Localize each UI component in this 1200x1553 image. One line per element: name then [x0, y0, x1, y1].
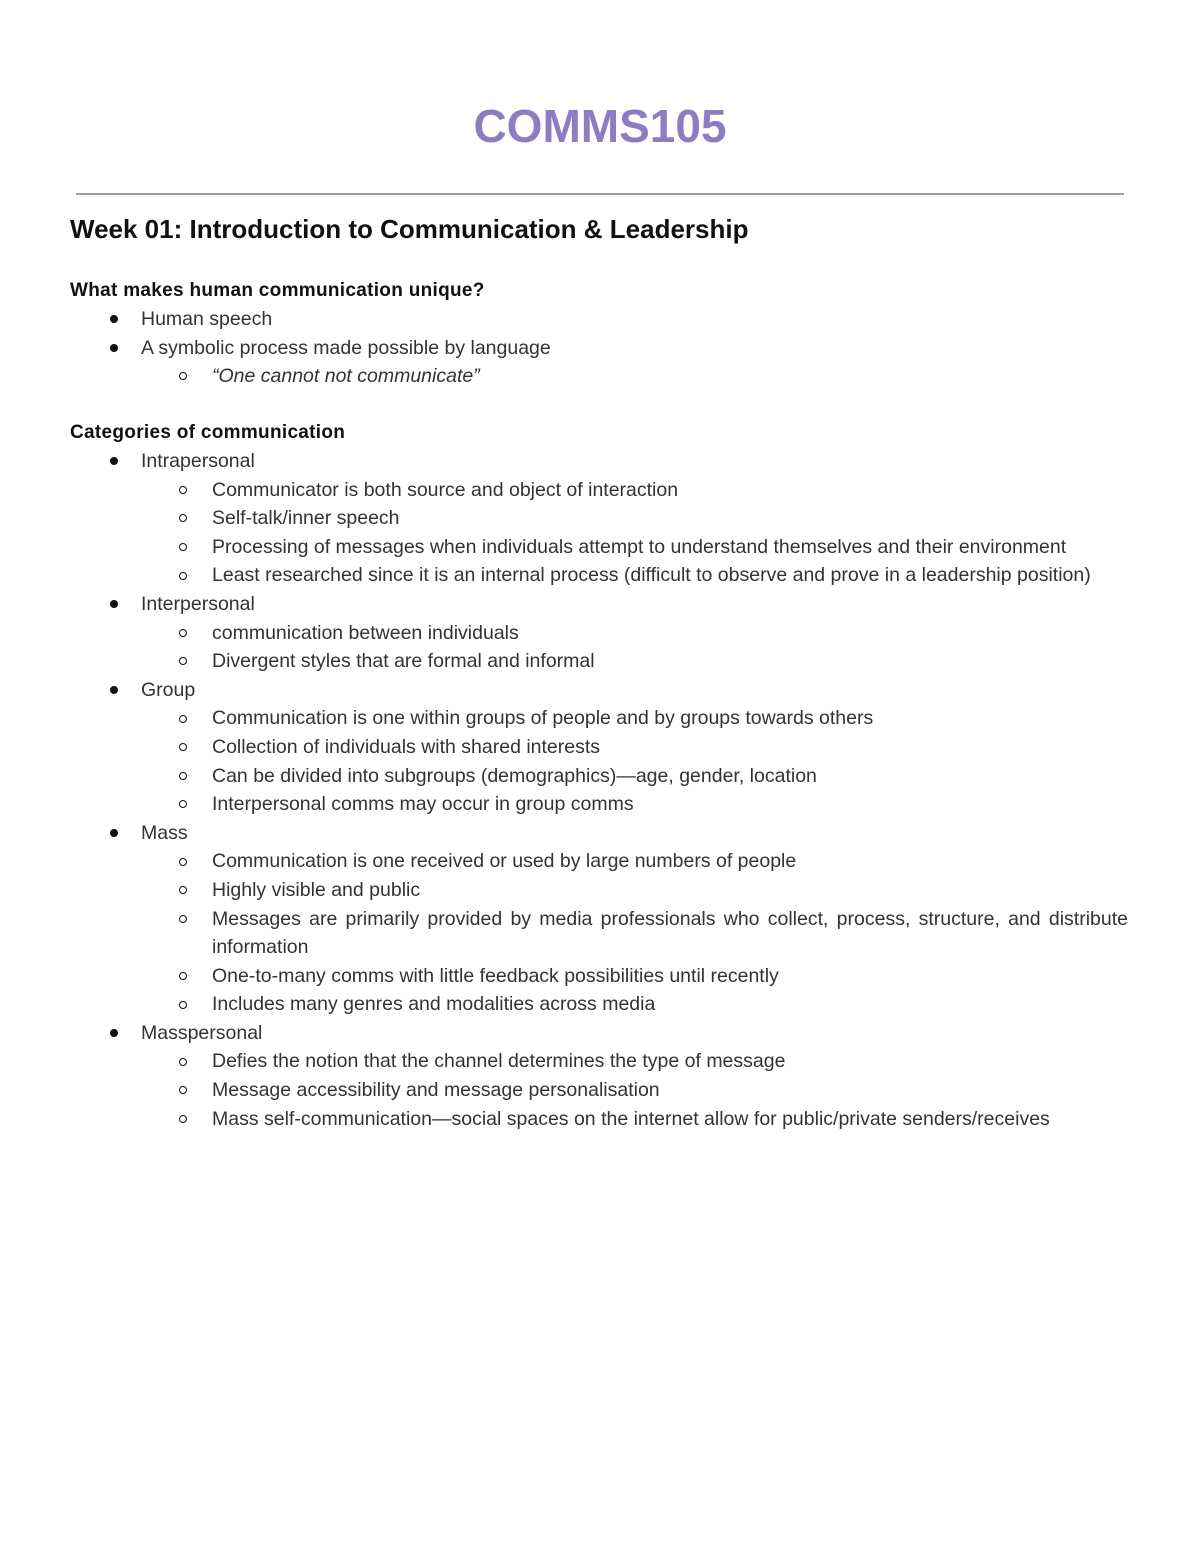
filled-bullet-icon: [104, 334, 124, 363]
filled-bullet-icon: [104, 590, 124, 619]
list-item-text: One-to-many comms with little feedback possibilities until recently: [212, 964, 779, 987]
list-item: [0, 305, 1200, 334]
list-item-text: A symbolic process made possible by language: [141, 336, 551, 359]
hollow-bullet-icon: [173, 561, 193, 590]
sub-list-item: [0, 362, 1200, 391]
sub-list-item: [0, 704, 1200, 733]
hollow-bullet-icon: [173, 876, 193, 905]
hollow-bullet-icon: [173, 1076, 193, 1105]
hollow-bullet-icon: [173, 704, 193, 733]
section-heading-unique: What makes human communication unique?: [70, 280, 485, 301]
sub-list-item: [0, 790, 1200, 819]
hollow-bullet-icon: [173, 504, 193, 533]
sub-list-item: [0, 647, 1200, 676]
hollow-bullet-icon: [173, 962, 193, 991]
bullet-list-unique: [0, 305, 1200, 391]
sub-list-item: [0, 905, 1200, 962]
list-item-text: Messages are primarily provided by media professionals who collect, process, structure, and distribute information: [212, 907, 1128, 959]
hollow-bullet-icon: [173, 790, 193, 819]
hollow-bullet-icon: [173, 990, 193, 1019]
sub-list-item: [0, 1076, 1200, 1105]
sub-list-item: [0, 1047, 1200, 1076]
sub-list-item: [0, 561, 1200, 590]
filled-bullet-icon: [104, 305, 124, 334]
sub-list-item: [0, 619, 1200, 648]
sub-list-item: [0, 762, 1200, 791]
list-item-text: Interpersonal: [141, 592, 255, 615]
list-item-text: Self-talk/inner speech: [212, 507, 400, 530]
week-heading: Week 01: Introduction to Communication & Leadership: [70, 214, 749, 244]
hollow-bullet-icon: [173, 847, 193, 876]
hollow-bullet-icon: [173, 1105, 193, 1134]
list-item: [0, 590, 1200, 619]
sub-list-item: [0, 876, 1200, 905]
hollow-bullet-icon: [173, 619, 193, 648]
filled-bullet-icon: [104, 676, 124, 705]
list-item-text: communication between individuals: [212, 621, 519, 644]
list-item-text: Collection of individuals with shared interests: [212, 735, 601, 758]
list-item-text: Defies the notion that the channel determines the type of message: [212, 1050, 786, 1073]
list-item-text: Highly visible and public: [212, 878, 421, 901]
list-item-text: Processing of messages when individuals attempt to understand themselves and their environment: [212, 535, 1067, 558]
horizontal-rule: [76, 193, 1124, 195]
sub-list-item: [0, 476, 1200, 505]
hollow-bullet-icon: [173, 733, 193, 762]
document-title: COMMS105: [473, 100, 727, 152]
list-item-text: Intrapersonal: [141, 450, 255, 472]
bullet-list-categories: [0, 447, 1200, 1133]
list-item-text: Communicator is both source and object of interaction: [212, 478, 679, 501]
list-item-text: Can be divided into subgroups (demographics)—age, gender, location: [212, 764, 817, 787]
list-item: [0, 334, 1200, 363]
section-heading-categories: Categories of communication: [70, 422, 346, 443]
hollow-bullet-icon: [173, 905, 193, 934]
hollow-bullet-icon: [173, 476, 193, 505]
hollow-bullet-icon: [173, 1047, 193, 1076]
list-item-text: Mass self-communication—social spaces on the internet allow for public/private senders/receives: [212, 1107, 1050, 1130]
list-item: [0, 1019, 1200, 1048]
list-item-text: Communication is one within groups of people and by groups towards others: [212, 707, 874, 730]
list-item-text: Includes many genres and modalities across media: [212, 993, 656, 1016]
sub-list-item: [0, 533, 1200, 562]
list-item-text: Masspersonal: [141, 1021, 263, 1044]
sub-list-item: [0, 1105, 1200, 1134]
list-item: [0, 447, 1200, 476]
hollow-bullet-icon: [173, 762, 193, 791]
hollow-bullet-icon: [173, 533, 193, 562]
sub-list-item: [0, 504, 1200, 533]
hollow-bullet-icon: [173, 647, 193, 676]
list-item-text: Communication is one received or used by large numbers of people: [212, 850, 797, 873]
list-item: [0, 676, 1200, 705]
list-item-text: “One cannot not communicate”: [212, 365, 480, 388]
list-item-text: Interpersonal comms may occur in group comms: [212, 793, 634, 816]
list-item-text: Message accessibility and message personalisation: [212, 1079, 660, 1102]
list-item-text: Mass: [141, 821, 188, 844]
sub-list-item: [0, 847, 1200, 876]
list-item-text: Least researched since it is an internal process (difficult to observe and prove in a leadership position): [212, 564, 1091, 587]
sub-list-item: [0, 990, 1200, 1019]
filled-bullet-icon: [104, 1019, 124, 1048]
filled-bullet-icon: [104, 819, 124, 848]
sub-list-item: [0, 733, 1200, 762]
sub-list-item: [0, 962, 1200, 991]
filled-bullet-icon: [104, 447, 124, 476]
list-item-text: Human speech: [141, 308, 273, 330]
list-item-text: Group: [141, 678, 196, 701]
list-item-text: Divergent styles that are formal and informal: [212, 650, 595, 673]
list-item: [0, 819, 1200, 848]
hollow-bullet-icon: [173, 362, 193, 391]
